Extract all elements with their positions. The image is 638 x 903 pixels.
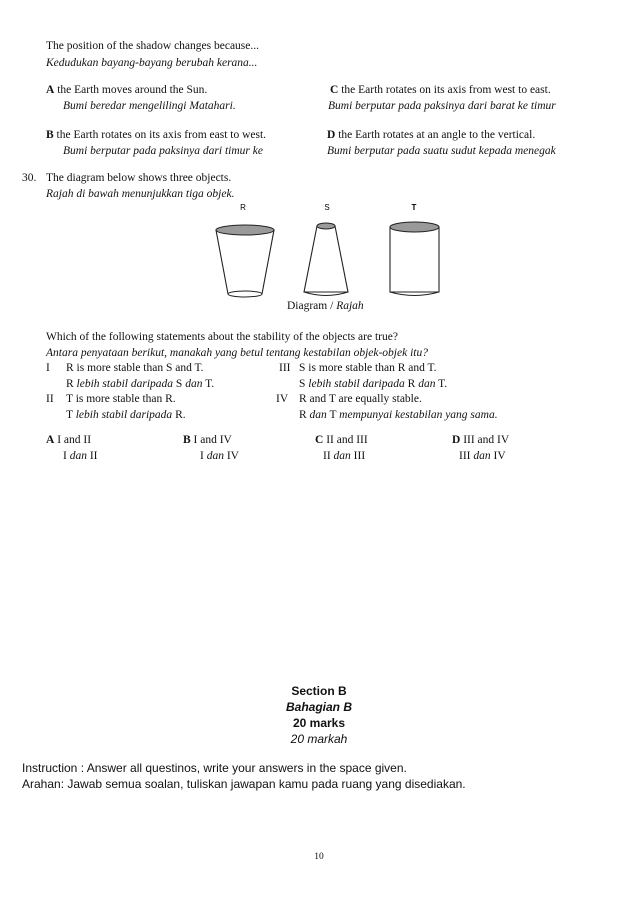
- q29-option-a-my: Bumi beredar mengelilingi Matahari.: [63, 100, 236, 112]
- q29-option-d: [327, 129, 535, 141]
- text-fragment: R: [66, 378, 74, 390]
- section-title-en: [0, 684, 638, 698]
- answer-text-en: I and II: [57, 434, 92, 446]
- statement-iv-en: R and T are equally stable.: [299, 393, 422, 405]
- statement-ii-num: II: [46, 393, 54, 405]
- answer-c-my: [323, 450, 365, 462]
- q30-stem-en: The diagram below shows three objects.: [46, 172, 232, 184]
- q30-question-my: Antara penyataan berikut, manakah yang betul tentang kestabilan objek-objek itu?: [46, 347, 428, 359]
- text-fragment: II: [89, 450, 98, 462]
- text-fragment: II: [323, 450, 331, 462]
- answer-a: [46, 434, 91, 446]
- q29-stem-my: Kedudukan bayang-bayang berubah kerana...: [46, 57, 258, 69]
- text-fragment: dan: [418, 378, 436, 390]
- option-letter: B: [183, 434, 191, 446]
- option-letter: C: [330, 84, 339, 96]
- statement-iv-num: IV: [276, 393, 289, 405]
- text-fragment: T: [329, 409, 337, 421]
- object-label-t: T: [411, 203, 417, 212]
- object-s-shape: [304, 223, 348, 296]
- q30-stem-my: Rajah di bawah menunjukkan tiga objek.: [46, 188, 235, 200]
- answer-d-my: [459, 450, 506, 462]
- text-fragment: III: [459, 450, 471, 462]
- option-letter: B: [46, 129, 54, 141]
- text-fragment: I: [63, 450, 67, 462]
- answer-c: [315, 434, 368, 446]
- section-marks-my-text: 20 markah: [290, 732, 348, 746]
- diagram-caption: [287, 300, 364, 312]
- statement-iii-my: [299, 378, 447, 390]
- q29-stem-en: The position of the shadow changes because...: [46, 40, 260, 52]
- statement-iii-num: III: [279, 362, 291, 374]
- statement-i-num: I: [46, 362, 50, 374]
- instruction-en: Instruction : Answer all questinos, write your answers in the space given.: [22, 761, 407, 775]
- text-fragment: mempunyai kestabilan yang sama.: [339, 409, 498, 421]
- option-letter: A: [46, 434, 55, 446]
- answer-text-en: III and IV: [463, 434, 510, 446]
- text-fragment: lebih stabil daripada: [76, 378, 174, 390]
- object-label-s: S: [324, 203, 330, 212]
- text-fragment: I: [200, 450, 204, 462]
- statement-iv-my: [299, 409, 498, 421]
- object-t-shape: [390, 222, 439, 296]
- answer-text-en: I and IV: [193, 434, 232, 446]
- statement-ii-en: T is more stable than R.: [66, 393, 176, 405]
- text-fragment: lebih stabil daripada: [75, 409, 173, 421]
- text-fragment: S: [175, 378, 183, 390]
- objects-diagram: [200, 200, 450, 300]
- q29-option-c: [330, 84, 551, 96]
- page-number: 10: [314, 852, 324, 862]
- text-fragment: R.: [175, 409, 186, 421]
- answer-text-en: II and III: [326, 434, 368, 446]
- section-marks-my: [0, 732, 638, 746]
- text-fragment: T.: [205, 378, 215, 390]
- text-fragment: dan: [309, 409, 327, 421]
- answer-b: [183, 434, 232, 446]
- text-fragment: dan: [333, 450, 351, 462]
- option-text-en: the Earth rotates at an angle to the vertical.: [338, 129, 536, 141]
- statement-ii-my: [66, 409, 186, 421]
- option-letter: D: [327, 129, 336, 141]
- text-fragment: IV: [493, 450, 506, 462]
- text-fragment: T.: [438, 378, 448, 390]
- q29-option-a: [46, 84, 207, 96]
- q30-question-en: Which of the following statements about the stability of the objects are true?: [46, 331, 398, 343]
- section-marks-en-text: 20 marks: [292, 716, 346, 730]
- diagram-caption-en: Diagram /: [287, 300, 334, 312]
- diagram-caption-my: Rajah: [336, 300, 364, 312]
- text-fragment: R: [407, 378, 416, 390]
- option-text-en: the Earth rotates on its axis from west to east.: [341, 84, 551, 96]
- option-letter: C: [315, 434, 324, 446]
- text-fragment: IV: [226, 450, 239, 462]
- object-label-r: R: [240, 203, 246, 212]
- statement-i-en: R is more stable than S and T.: [66, 362, 204, 374]
- option-letter: A: [46, 84, 55, 96]
- q29-option-b: [46, 129, 266, 141]
- answer-d: [452, 434, 509, 446]
- section-marks-en: [0, 716, 638, 730]
- answer-b-my: [200, 450, 239, 462]
- section-title-my: [0, 700, 638, 714]
- text-fragment: lebih stabil daripada: [308, 378, 405, 390]
- text-fragment: dan: [473, 450, 491, 462]
- text-fragment: S: [299, 378, 306, 390]
- option-letter: D: [452, 434, 461, 446]
- section-title-en-text: Section B: [291, 684, 347, 698]
- text-fragment: R: [299, 409, 307, 421]
- instruction-my: Arahan: Jawab semua soalan, tuliskan jawapan kamu pada ruang yang disediakan.: [22, 777, 466, 791]
- q29-option-b-my: Bumi berputar pada paksinya dari timur ke: [63, 145, 263, 157]
- text-fragment: dan: [206, 450, 224, 462]
- option-text-en: the Earth moves around the Sun.: [57, 84, 208, 96]
- q30-number: 30.: [22, 172, 37, 184]
- text-fragment: dan: [69, 450, 87, 462]
- option-text-en: the Earth rotates on its axis from east to west.: [56, 129, 267, 141]
- text-fragment: III: [353, 450, 366, 462]
- text-fragment: dan: [185, 378, 203, 390]
- statement-iii-en: S is more stable than R and T.: [299, 362, 437, 374]
- answer-a-my: [63, 450, 98, 462]
- text-fragment: T: [66, 409, 73, 421]
- statement-i-my: [66, 378, 214, 390]
- q29-option-c-my: Bumi berputar pada paksinya dari barat ke timur: [328, 100, 556, 112]
- section-title-my-text: Bahagian B: [285, 700, 352, 714]
- q29-option-d-my: Bumi berputar pada suatu sudut kepada menegak: [327, 145, 556, 157]
- object-r-shape: [216, 225, 274, 297]
